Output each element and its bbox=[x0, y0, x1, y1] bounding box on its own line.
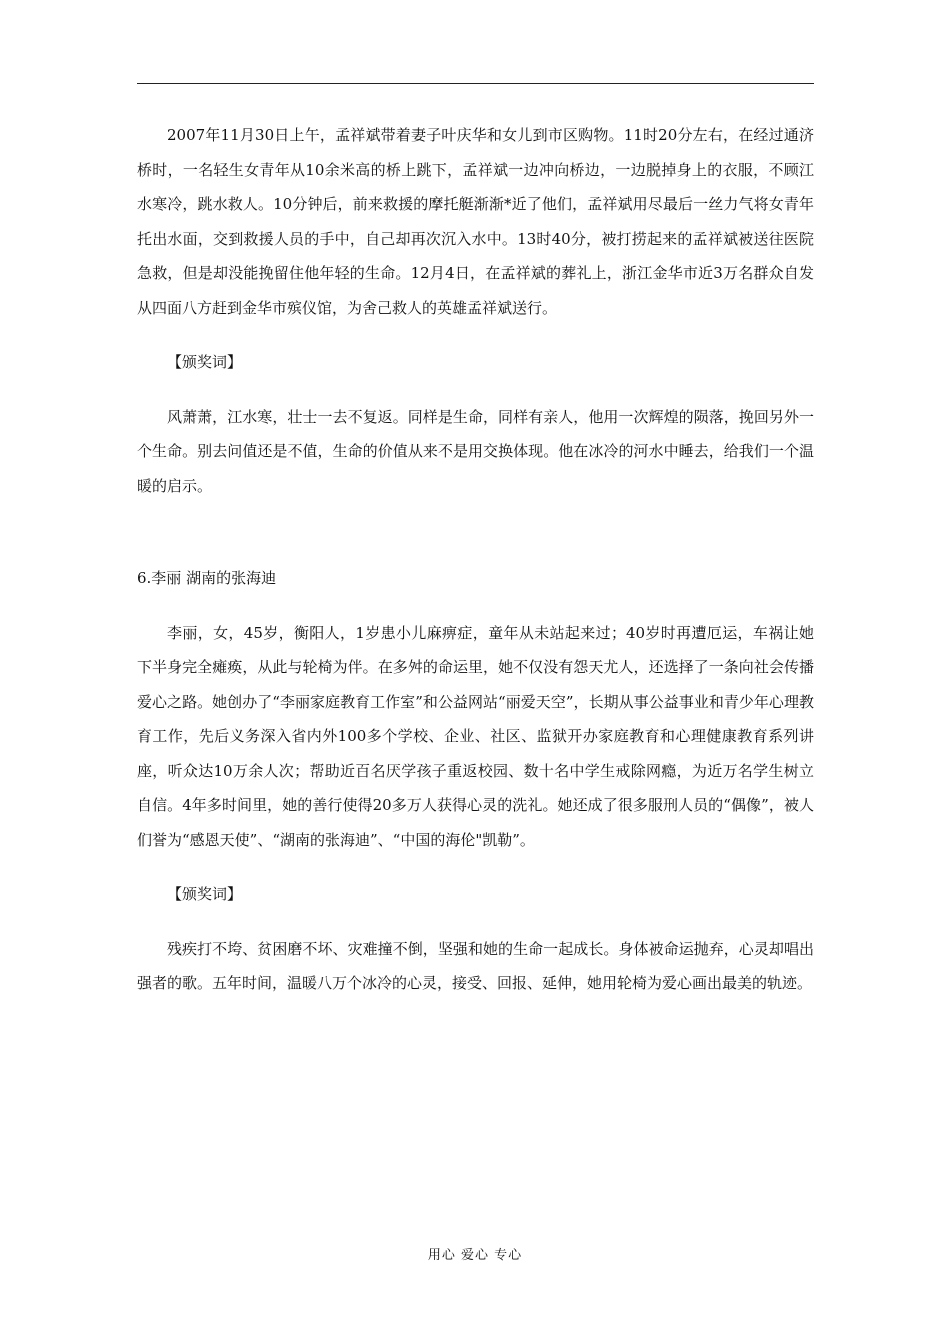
section2-paragraph: 李丽，女，45岁，衡阳人，1岁患小儿麻痹症，童年从未站起来过；40岁时再遭厄运，车祸让她下半身完全瘫痪，从此与轮椅为伴。在多舛的命运里，她不仅没有怨天尤人，还选择了一条向社会传播爱心之路。她创办了“李丽家庭教育工作室”和公益网站“丽爱天空”，长期从事公益事业和青少年心理教育工作，先后义务深入省内外100多个学校、企业、社区、监狱开办家庭教育和心理健康教育系列讲座，听众达10万余人次；帮助近百名厌学孩子重返校园、数十名中学生戒除网瘾，为近万名学生树立自信。4年多时间里，她的善行使得20多万人获得心灵的洗礼。她还成了很多服刑人员的“偶像”，被人们誉为“感恩天使”、“湖南的张海迪”、“中国的海伦"凯勒”。 bbox=[137, 623, 814, 849]
section1-award-heading: 【颁奖词】 bbox=[167, 353, 243, 371]
section2-award-text: 残疾打不垮、贫困磨不坏、灾难撞不倒，坚强和她的生命一起成长。身体被命运抛弃，心灵却唱出强者的歌。五年时间，温暖八万个冰冷的心灵，接受、回报、延伸，她用轮椅为爱心画出最美的轨迹。 bbox=[137, 939, 814, 992]
section1-award-text: 风萧萧，江水寒，壮士一去不复返。同样是生命，同样有亲人，他用一次辉煌的陨落，挽回另外一个生命。别去问值还是不值，生命的价值从来不是用交换体现。他在冰冷的河水中睡去，给我们一个温暖的启示。 bbox=[137, 407, 814, 495]
section1-paragraph: 2007年11月30日上午，孟祥斌带着妻子叶庆华和女儿到市区购物。11时20分左右，在经过通济桥时，一名轻生女青年从10余米高的桥上跳下，孟祥斌一边冲向桥边，一边脱掉身上的衣服，不顾江水寒冷，跳水救人。10分钟后，前来救援的摩托艇渐渐*近了他们，孟祥斌用尽最后一丝力气将女青年托出水面，交到救援人员的手中，自己却再次沉入水中。13时40分，被打捞起来的孟祥斌被送往医院急救，但是却没能挽留住他年轻的生命。12月4日，在孟祥斌的葬礼上，浙江金华市近3万名群众自发从四面八方赶到金华市殡仪馆，为舍己救人的英雄孟祥斌送行。 bbox=[137, 126, 814, 317]
section2-heading: 6.李丽 湖南的张海迪 bbox=[137, 569, 277, 587]
section2-award-heading: 【颁奖词】 bbox=[167, 885, 243, 903]
page-footer: 用心 爱心 专心 bbox=[427, 1248, 523, 1263]
document-body bbox=[137, 118, 814, 1001]
header-rule bbox=[137, 83, 814, 84]
